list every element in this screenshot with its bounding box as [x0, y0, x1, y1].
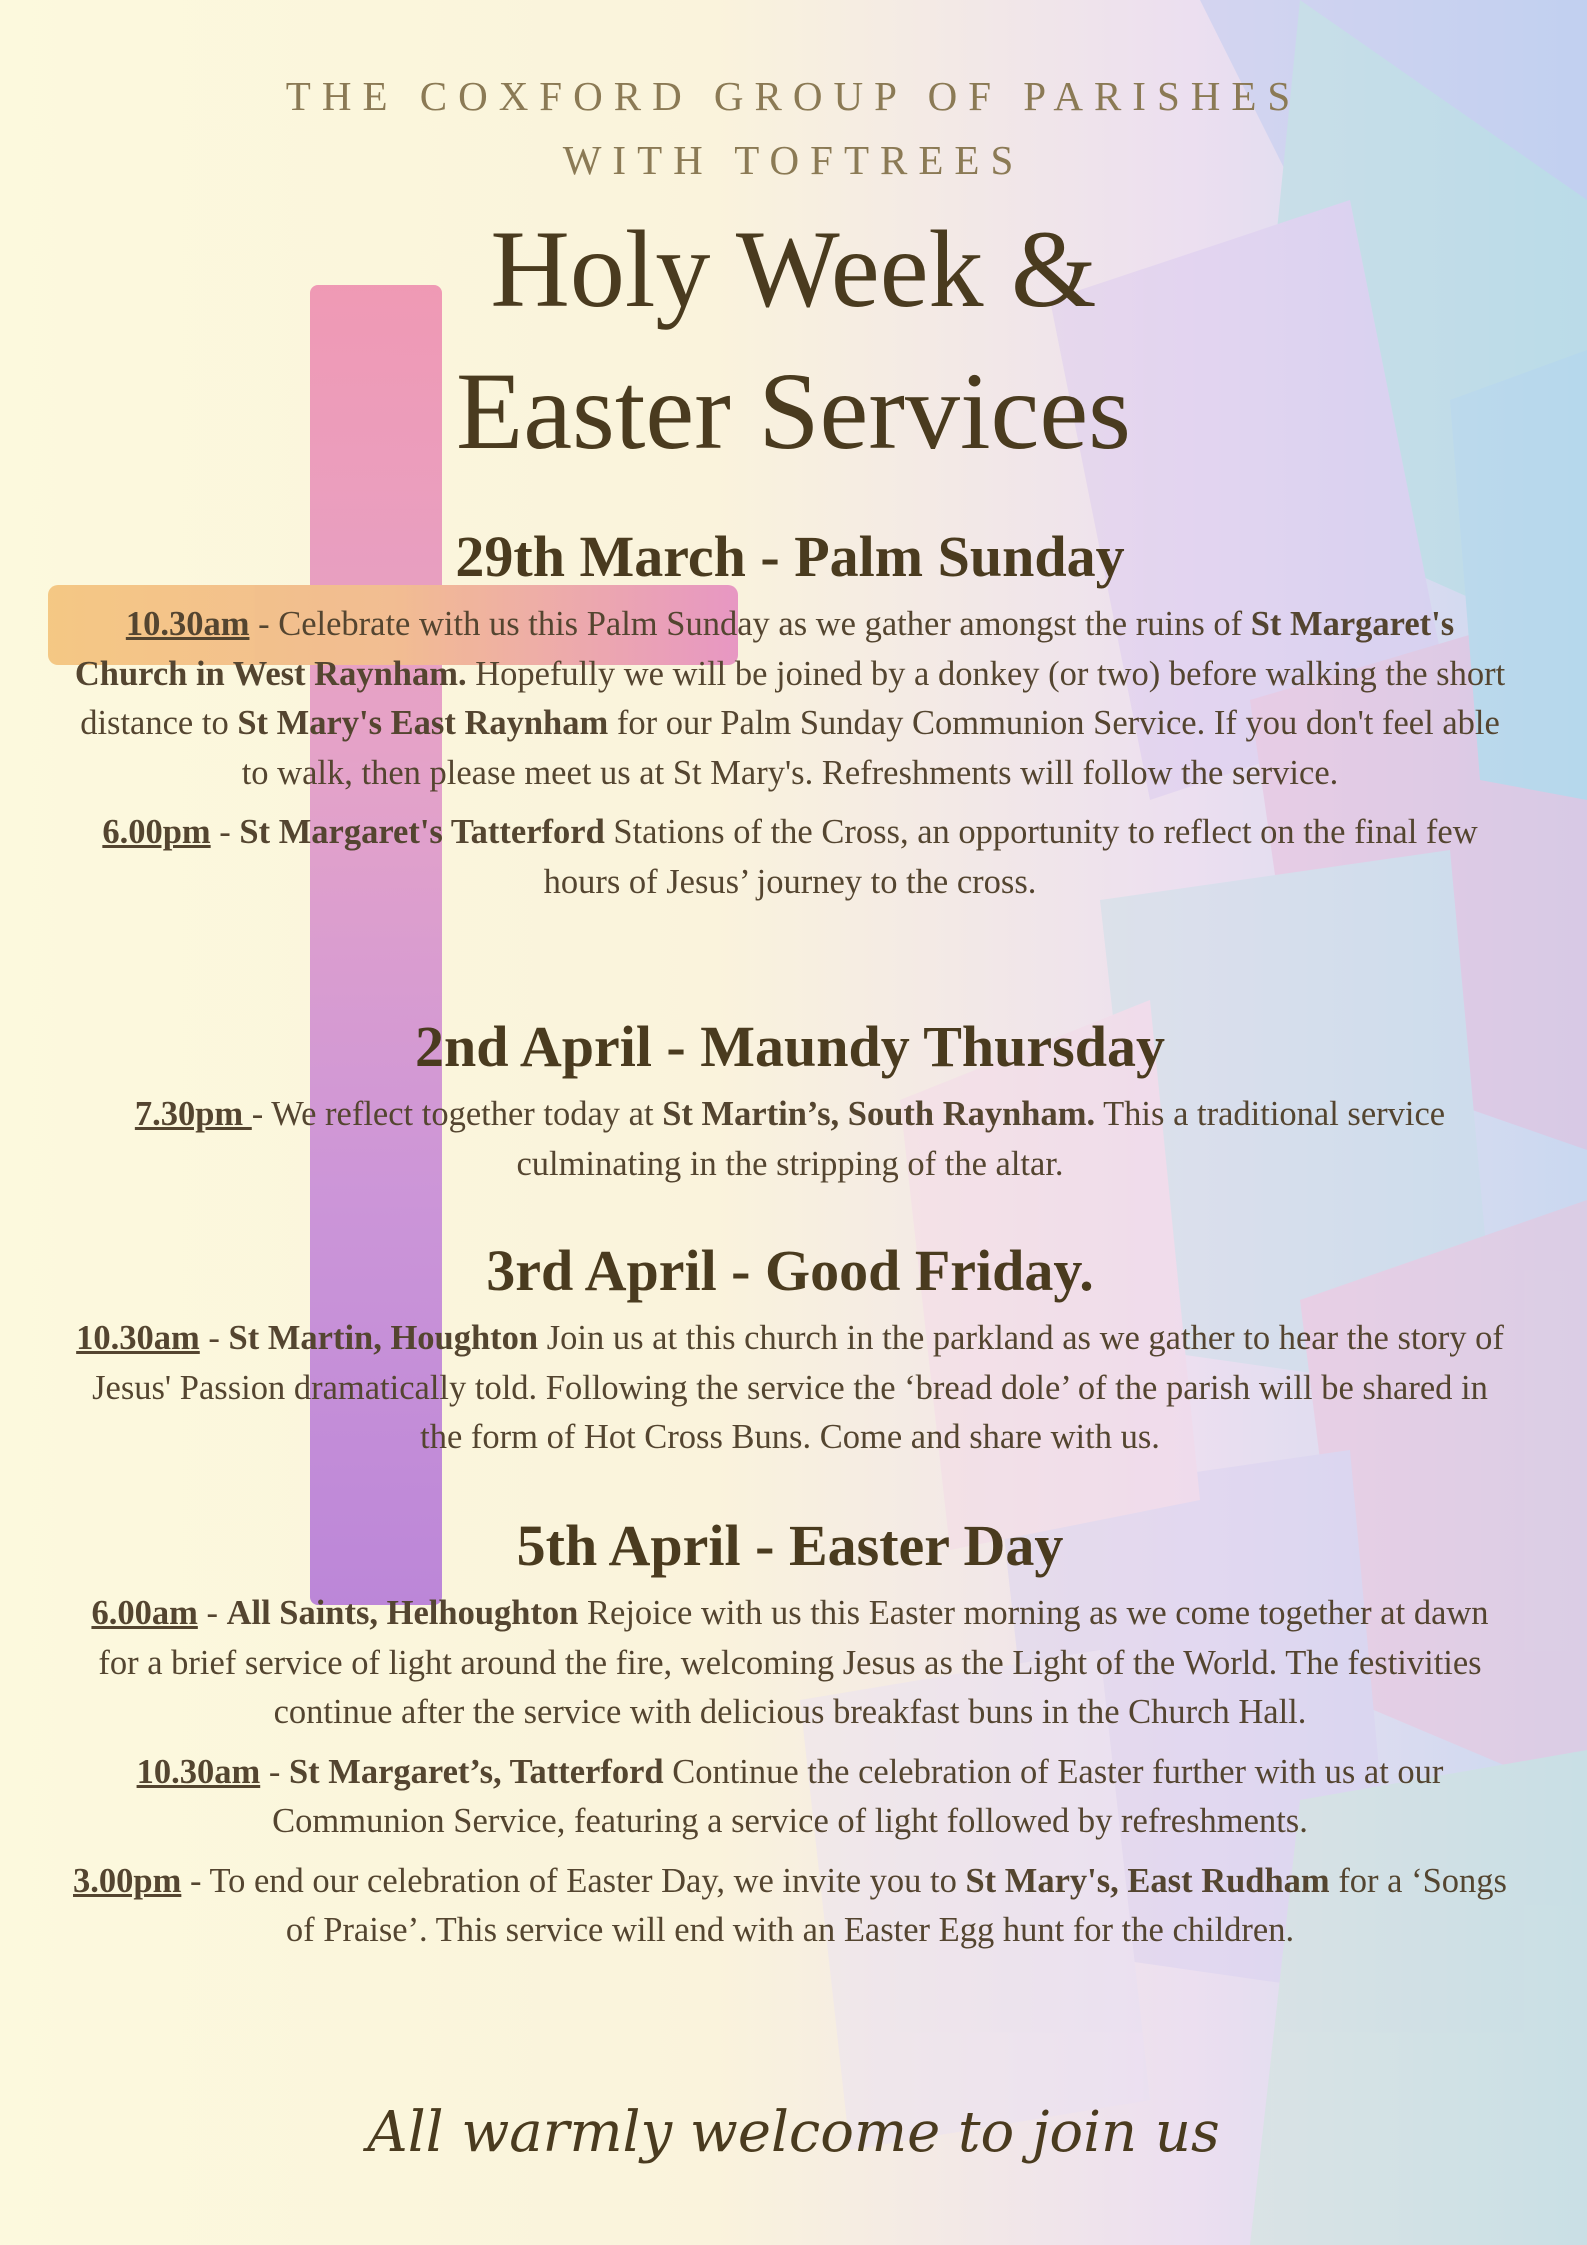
title-line-2: Easter Services	[456, 350, 1131, 472]
parish-group-name: THE COXFORD GROUP OF PARISHES	[285, 73, 1302, 119]
service-time: 6.00pm	[102, 813, 211, 851]
closing-tagline: All warmly welcome to join us	[367, 2100, 1220, 2165]
church-name: St Martin’s, South Raynham.	[662, 1095, 1096, 1133]
church-name: St Margaret's Church in West Raynham.	[74, 605, 1455, 693]
section-heading: 2nd April - Maundy Thursday	[415, 1014, 1165, 1079]
church-name: St Mary's, East Rudham	[965, 1861, 1330, 1900]
service-entry: 10.30am - St Martin, Houghton Join us at this church in the parkland as we gather to hear the story of Jesus' Passion dramatically told. Following the service the ‘bread dole’ of the parish will be shared in the form of Hot Cross Buns. Come and share with us.	[76, 1319, 1504, 1456]
parish-group-subtitle: WITH TOFTREES	[562, 137, 1025, 183]
section-heading: 29th March - Palm Sunday	[455, 524, 1125, 589]
service-entry: 10.30am - St Margaret’s, Tatterford Continue the celebration of Easter further with us at our Communion Service, featuring a service of light followed by refreshments.	[136, 1752, 1444, 1840]
service-entry: 10.30am - Celebrate with us this Palm Sunday as we gather amongst the ruins of St Margaret's Church in West Raynham. Hopefully we will be joined by a donkey (or two) before walking the short distance to St Mary's East Raynham for our Palm Sunday Communion Service. If you don't feel able to walk, then please meet us at St Mary's. Refreshments will follow the service.	[74, 605, 1506, 792]
church-name: St Margaret's Tatterford	[239, 813, 605, 851]
service-time: 10.30am	[125, 605, 250, 643]
section-heading: 3rd April - Good Friday.	[486, 1238, 1094, 1303]
service-time: 10.30am	[76, 1319, 200, 1357]
section-heading: 5th April - Easter Day	[516, 1513, 1064, 1578]
church-name: St Margaret’s, Tatterford	[288, 1752, 664, 1791]
service-entry: 6.00am - All Saints, Helhoughton Rejoice with us this Easter morning as we come together at dawn for a brief service of light around the fire, welcoming Jesus as the Light of the World. The festivities continue after the service with delicious breakfast buns in the Church Hall.	[91, 1594, 1489, 1731]
title-line-1: Holy Week &	[490, 208, 1097, 330]
service-entry: 6.00pm - St Margaret's Tatterford Stations of the Cross, an opportunity to reflect on the final few hours of Jesus’ journey to the cross.	[102, 813, 1478, 901]
service-time: 3.00pm	[73, 1861, 182, 1900]
section-palm-sunday	[70, 522, 1510, 917]
service-time: 10.30am	[136, 1752, 261, 1791]
church-name: All Saints, Helhoughton	[226, 1594, 579, 1632]
church-name: St Martin, Houghton	[228, 1319, 539, 1357]
church-name: St Mary's East Raynham	[237, 704, 609, 742]
service-entry: 3.00pm - To end our celebration of Easter Day, we invite you to St Mary's, East Rudham for a ‘Songs of Praise’. This service will end with an Easter Egg hunt for the children.	[73, 1861, 1507, 1949]
section-good-friday	[70, 1236, 1510, 1473]
service-time: 6.00am	[91, 1594, 198, 1632]
service-entry: 7.30pm - We reflect together today at St Martin’s, South Raynham. This a traditional service culminating in the stripping of the altar.	[134, 1095, 1446, 1183]
service-time: 7.30pm	[134, 1095, 252, 1133]
section-maundy-thursday	[70, 1012, 1510, 1199]
section-easter-day	[70, 1511, 1510, 1966]
